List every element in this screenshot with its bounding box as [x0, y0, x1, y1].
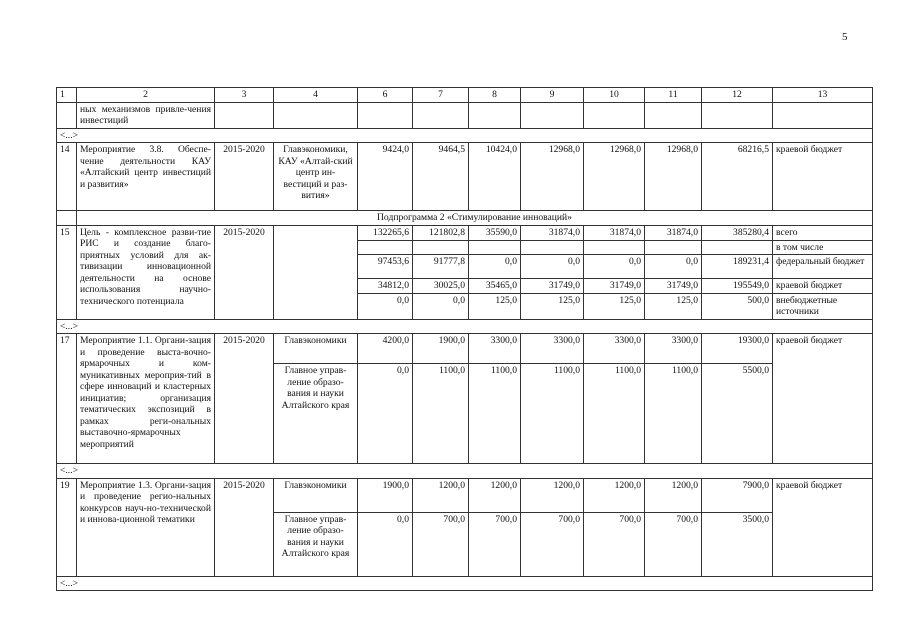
- value-cell: 12968,0: [645, 143, 702, 211]
- value-cell: 1200,0: [469, 478, 521, 512]
- value-cell: 19300,0: [702, 334, 773, 364]
- value-cell: 3300,0: [584, 334, 645, 364]
- period-cell: 2015-2020: [215, 334, 274, 464]
- value-cell: 3300,0: [645, 334, 702, 364]
- column-number: 12: [702, 88, 773, 103]
- value-cell: 195549,0: [702, 279, 773, 294]
- column-number: 8: [469, 88, 521, 103]
- value-cell: 91777,8: [413, 255, 469, 279]
- value-cell: 30025,0: [413, 279, 469, 294]
- ellipsis-row: [57, 464, 873, 479]
- table-row: [57, 334, 873, 364]
- value-cell: 3300,0: [521, 334, 584, 364]
- executor-cell: Главэкономики, КАУ «Алтай-ский центр ин-вестиций и раз-вития»: [274, 143, 358, 211]
- value-cell: 10424,0: [469, 143, 521, 211]
- value-cell: 0,0: [358, 512, 413, 576]
- funding-source: краевой бюджет: [773, 279, 873, 294]
- value-cell: 0,0: [584, 255, 645, 279]
- value-cell: 0,0: [469, 255, 521, 279]
- funding-source: всего: [773, 225, 873, 240]
- activity-text: Мероприятие 3.8. Обеспе-чение деятельности КАУ «Алтайский центр инвестиций и развития»: [77, 143, 215, 211]
- value-cell: 132265,6: [358, 225, 413, 240]
- ellipsis-text: <...>: [57, 128, 873, 143]
- value-cell: 0,0: [358, 293, 413, 319]
- column-number: 1: [57, 88, 77, 103]
- table-row: [57, 102, 873, 128]
- value-cell: 1100,0: [645, 364, 702, 464]
- value-cell: 1200,0: [584, 478, 645, 512]
- activity-text: Мероприятие 1.3. Органи-зация и проведение регио-нальных конкурсов науч-но-технической и иннова-ционной тематики: [77, 478, 215, 576]
- value-cell: 125,0: [469, 293, 521, 319]
- value-cell: 4200,0: [358, 334, 413, 364]
- column-number: 13: [773, 88, 873, 103]
- column-number: 3: [215, 88, 274, 103]
- page-number: 5: [842, 31, 848, 43]
- value-cell: 1100,0: [469, 364, 521, 464]
- table-row: [57, 225, 873, 240]
- value-cell: 31874,0: [645, 225, 702, 240]
- value-cell: 500,0: [702, 293, 773, 319]
- executor-cell: Главэкономики: [274, 334, 358, 364]
- value-cell: 1200,0: [521, 478, 584, 512]
- funding-source: федеральный бюджет: [773, 255, 873, 279]
- value-cell: 31749,0: [521, 279, 584, 294]
- column-number: 11: [645, 88, 702, 103]
- executor-cell: Главное управ-ление образо-вания и науки Алтайского края: [274, 512, 358, 576]
- value-cell: 1200,0: [413, 478, 469, 512]
- value-cell: 385280,4: [702, 225, 773, 240]
- subprogram-row: [57, 211, 873, 226]
- value-cell: 700,0: [584, 512, 645, 576]
- value-cell: 0,0: [413, 293, 469, 319]
- period-cell: 2015-2020: [215, 478, 274, 576]
- value-cell: 9464,5: [413, 143, 469, 211]
- program-table: [56, 87, 873, 591]
- value-cell: 189231,4: [702, 255, 773, 279]
- value-cell: 12968,0: [584, 143, 645, 211]
- table-row: [57, 478, 873, 512]
- value-cell: 68216,5: [702, 143, 773, 211]
- value-cell: 9424,0: [358, 143, 413, 211]
- value-cell: 700,0: [645, 512, 702, 576]
- funding-source: краевой бюджет: [773, 478, 873, 576]
- ellipsis-text: <...>: [57, 319, 873, 334]
- value-cell: 97453,6: [358, 255, 413, 279]
- value-cell: 34812,0: [358, 279, 413, 294]
- funding-source: в том числе: [773, 240, 873, 255]
- value-cell: 0,0: [358, 364, 413, 464]
- executor-cell: Главэкономики: [274, 478, 358, 512]
- value-cell: 3500,0: [702, 512, 773, 576]
- value-cell: 1100,0: [584, 364, 645, 464]
- value-cell: 35465,0: [469, 279, 521, 294]
- column-number: 7: [413, 88, 469, 103]
- value-cell: 125,0: [521, 293, 584, 319]
- column-number: 2: [77, 88, 215, 103]
- value-cell: 700,0: [469, 512, 521, 576]
- period-cell: 2015-2020: [215, 225, 274, 319]
- activity-text: Цель - комплексное разви-тие РИС и создание благо-приятных условий для ак-тивизации инновационной деятельности на основе использования научно-технического потенциала: [77, 225, 215, 319]
- value-cell: 3300,0: [469, 334, 521, 364]
- value-cell: 0,0: [645, 255, 702, 279]
- row-number: 19: [57, 478, 77, 576]
- value-cell: 1100,0: [521, 364, 584, 464]
- column-number: 10: [584, 88, 645, 103]
- value-cell: 5500,0: [702, 364, 773, 464]
- funding-source: краевой бюджет: [773, 334, 873, 464]
- row-number: 17: [57, 334, 77, 464]
- value-cell: 1100,0: [413, 364, 469, 464]
- value-cell: 121802,8: [413, 225, 469, 240]
- funding-source: краевой бюджет: [773, 143, 873, 211]
- period-cell: 2015-2020: [215, 143, 274, 211]
- column-number: 9: [521, 88, 584, 103]
- executor-cell: Главное управ-ление образо-вания и науки Алтайского края: [274, 364, 358, 464]
- value-cell: 700,0: [521, 512, 584, 576]
- subprogram-title: Подпрограмма 2 «Стимулирование инноваций»: [77, 211, 873, 226]
- value-cell: 125,0: [584, 293, 645, 319]
- value-cell: 1200,0: [645, 478, 702, 512]
- column-number: 4: [274, 88, 358, 103]
- value-cell: 1900,0: [413, 334, 469, 364]
- value-cell: 7900,0: [702, 478, 773, 512]
- value-cell: 31874,0: [584, 225, 645, 240]
- value-cell: 1900,0: [358, 478, 413, 512]
- value-cell: 31749,0: [584, 279, 645, 294]
- ellipsis-text: <...>: [57, 464, 873, 479]
- row-number: 15: [57, 225, 77, 319]
- column-numbers-row: [57, 88, 873, 103]
- ellipsis-row: [57, 319, 873, 334]
- executor-cell: [274, 225, 358, 319]
- funding-source: внебюджетные источники: [773, 293, 873, 319]
- column-number: 6: [358, 88, 413, 103]
- ellipsis-text: <...>: [57, 576, 873, 591]
- value-cell: 125,0: [645, 293, 702, 319]
- value-cell: 35590,0: [469, 225, 521, 240]
- value-cell: 31874,0: [521, 225, 584, 240]
- value-cell: 12968,0: [521, 143, 584, 211]
- table-row: [57, 143, 873, 211]
- value-cell: 700,0: [413, 512, 469, 576]
- ellipsis-row: [57, 576, 873, 591]
- value-cell: 31749,0: [645, 279, 702, 294]
- ellipsis-row: [57, 128, 873, 143]
- activity-text: ных механизмов привле-чения инвестиций: [77, 102, 215, 128]
- activity-text: Мероприятие 1.1. Органи-зация и проведение выста-вочно-ярмарочных и ком-муникативных мероприя-тий в сфере инноваций и кластерных инициатив; организация тематических экспозиций в рамках реги-ональных выставочно-ярмарочных мероприятий: [77, 334, 215, 464]
- row-number: 14: [57, 143, 77, 211]
- value-cell: 0,0: [521, 255, 584, 279]
